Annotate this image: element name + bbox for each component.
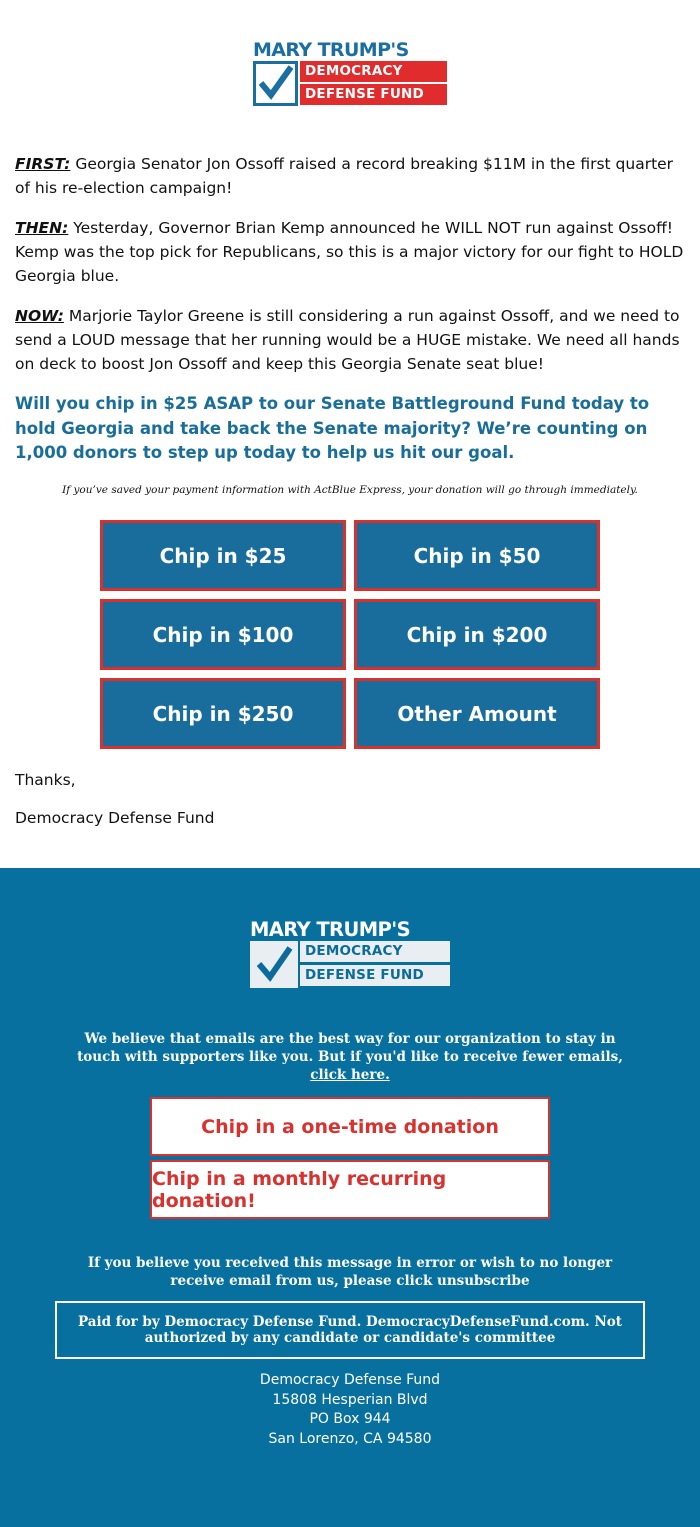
logo-band-democracy: DEMOCRACY — [300, 61, 447, 82]
email-frequency-text: We believe that emails are the best way for our organization to stay in touch with supporters like you. But if you'd like to receive fewer emails, — [77, 1031, 623, 1065]
paragraph-then — [15, 216, 687, 288]
address-line: 15808 Hesperian Blvd — [272, 1391, 428, 1408]
thanks-text: Thanks, — [15, 771, 76, 789]
signature: Democracy Defense Fund — [15, 809, 215, 827]
footer-logo — [250, 920, 450, 988]
footer — [0, 868, 700, 1527]
chip-in-25-button[interactable]: Chip in $25 — [100, 520, 346, 591]
footer-checkmark-icon — [250, 941, 298, 988]
email-frequency-message — [70, 1030, 630, 1084]
chip-in-100-button[interactable]: Chip in $100 — [100, 599, 346, 670]
text-then: Yesterday, Governor Brian Kemp announced he WILL NOT run against Ossoff! Kemp was the top pick for Republicans, so this is a major victory for our fight to HOLD Georgia blue. — [15, 219, 684, 285]
lead-then: THEN: — [15, 219, 69, 237]
click-here-link[interactable]: click here. — [310, 1067, 390, 1083]
chip-in-50-button[interactable]: Chip in $50 — [354, 520, 600, 591]
checkmark-icon — [253, 61, 298, 106]
lead-now: NOW: — [15, 307, 64, 325]
unsubscribe-message[interactable]: If you believe you received this message in error or wish to no longer receive email from us, please click unsubscribe — [87, 1255, 613, 1289]
chip-in-250-button[interactable]: Chip in $250 — [100, 678, 346, 749]
address-line: PO Box 944 — [309, 1411, 391, 1427]
one-time-donation-button[interactable]: Chip in a one-time donation — [150, 1097, 550, 1156]
footer-logo-band-defense-fund: DEFENSE FUND — [300, 965, 450, 986]
text-first: Georgia Senator Jon Ossoff raised a record breaking $11M in the first quarter of his re-election campaign! — [15, 155, 674, 197]
address-line: San Lorenzo, CA 94580 — [268, 1430, 432, 1447]
chip-in-200-button[interactable]: Chip in $200 — [354, 599, 600, 670]
paragraph-now — [15, 304, 687, 376]
footer-logo-title: MARY TRUMP'S — [250, 918, 411, 941]
logo-band-defense-fund: DEFENSE FUND — [300, 84, 447, 105]
mailing-address — [0, 1371, 700, 1449]
footer-logo-band-democracy: DEMOCRACY — [300, 941, 450, 962]
donation-ask: Will you chip in $25 ASAP to our Senate Battleground Fund today to hold Georgia and take back the Senate majority? We’re counting on 1,000 donors to step up today to help us hit our goal. — [15, 394, 650, 462]
logo — [253, 40, 447, 106]
paragraph-first — [15, 152, 687, 200]
address-line: Democracy Defense Fund — [259, 1372, 441, 1388]
text-now: Marjorie Taylor Greene is still considering a run against Ossoff, and we need to send a LOUD message that her running would be a HUGE mistake. We need all hands on deck to boost Jon Ossoff and keep this Georgia Senate seat blue! — [15, 307, 680, 373]
logo-title: MARY TRUMP'S — [253, 39, 409, 61]
lead-first: FIRST: — [15, 155, 71, 173]
actblue-note: If you’ve saved your payment information with ActBlue Express, your donation will go through immediately. — [62, 484, 638, 496]
paid-for-disclaimer: Paid for by Democracy Defense Fund. DemocracyDefenseFund.com. Not authorized by any candidate or candidate's committee — [55, 1301, 645, 1359]
other-amount-button[interactable]: Other Amount — [354, 678, 600, 749]
monthly-donation-button[interactable]: Chip in a monthly recurring donation! — [150, 1160, 550, 1219]
